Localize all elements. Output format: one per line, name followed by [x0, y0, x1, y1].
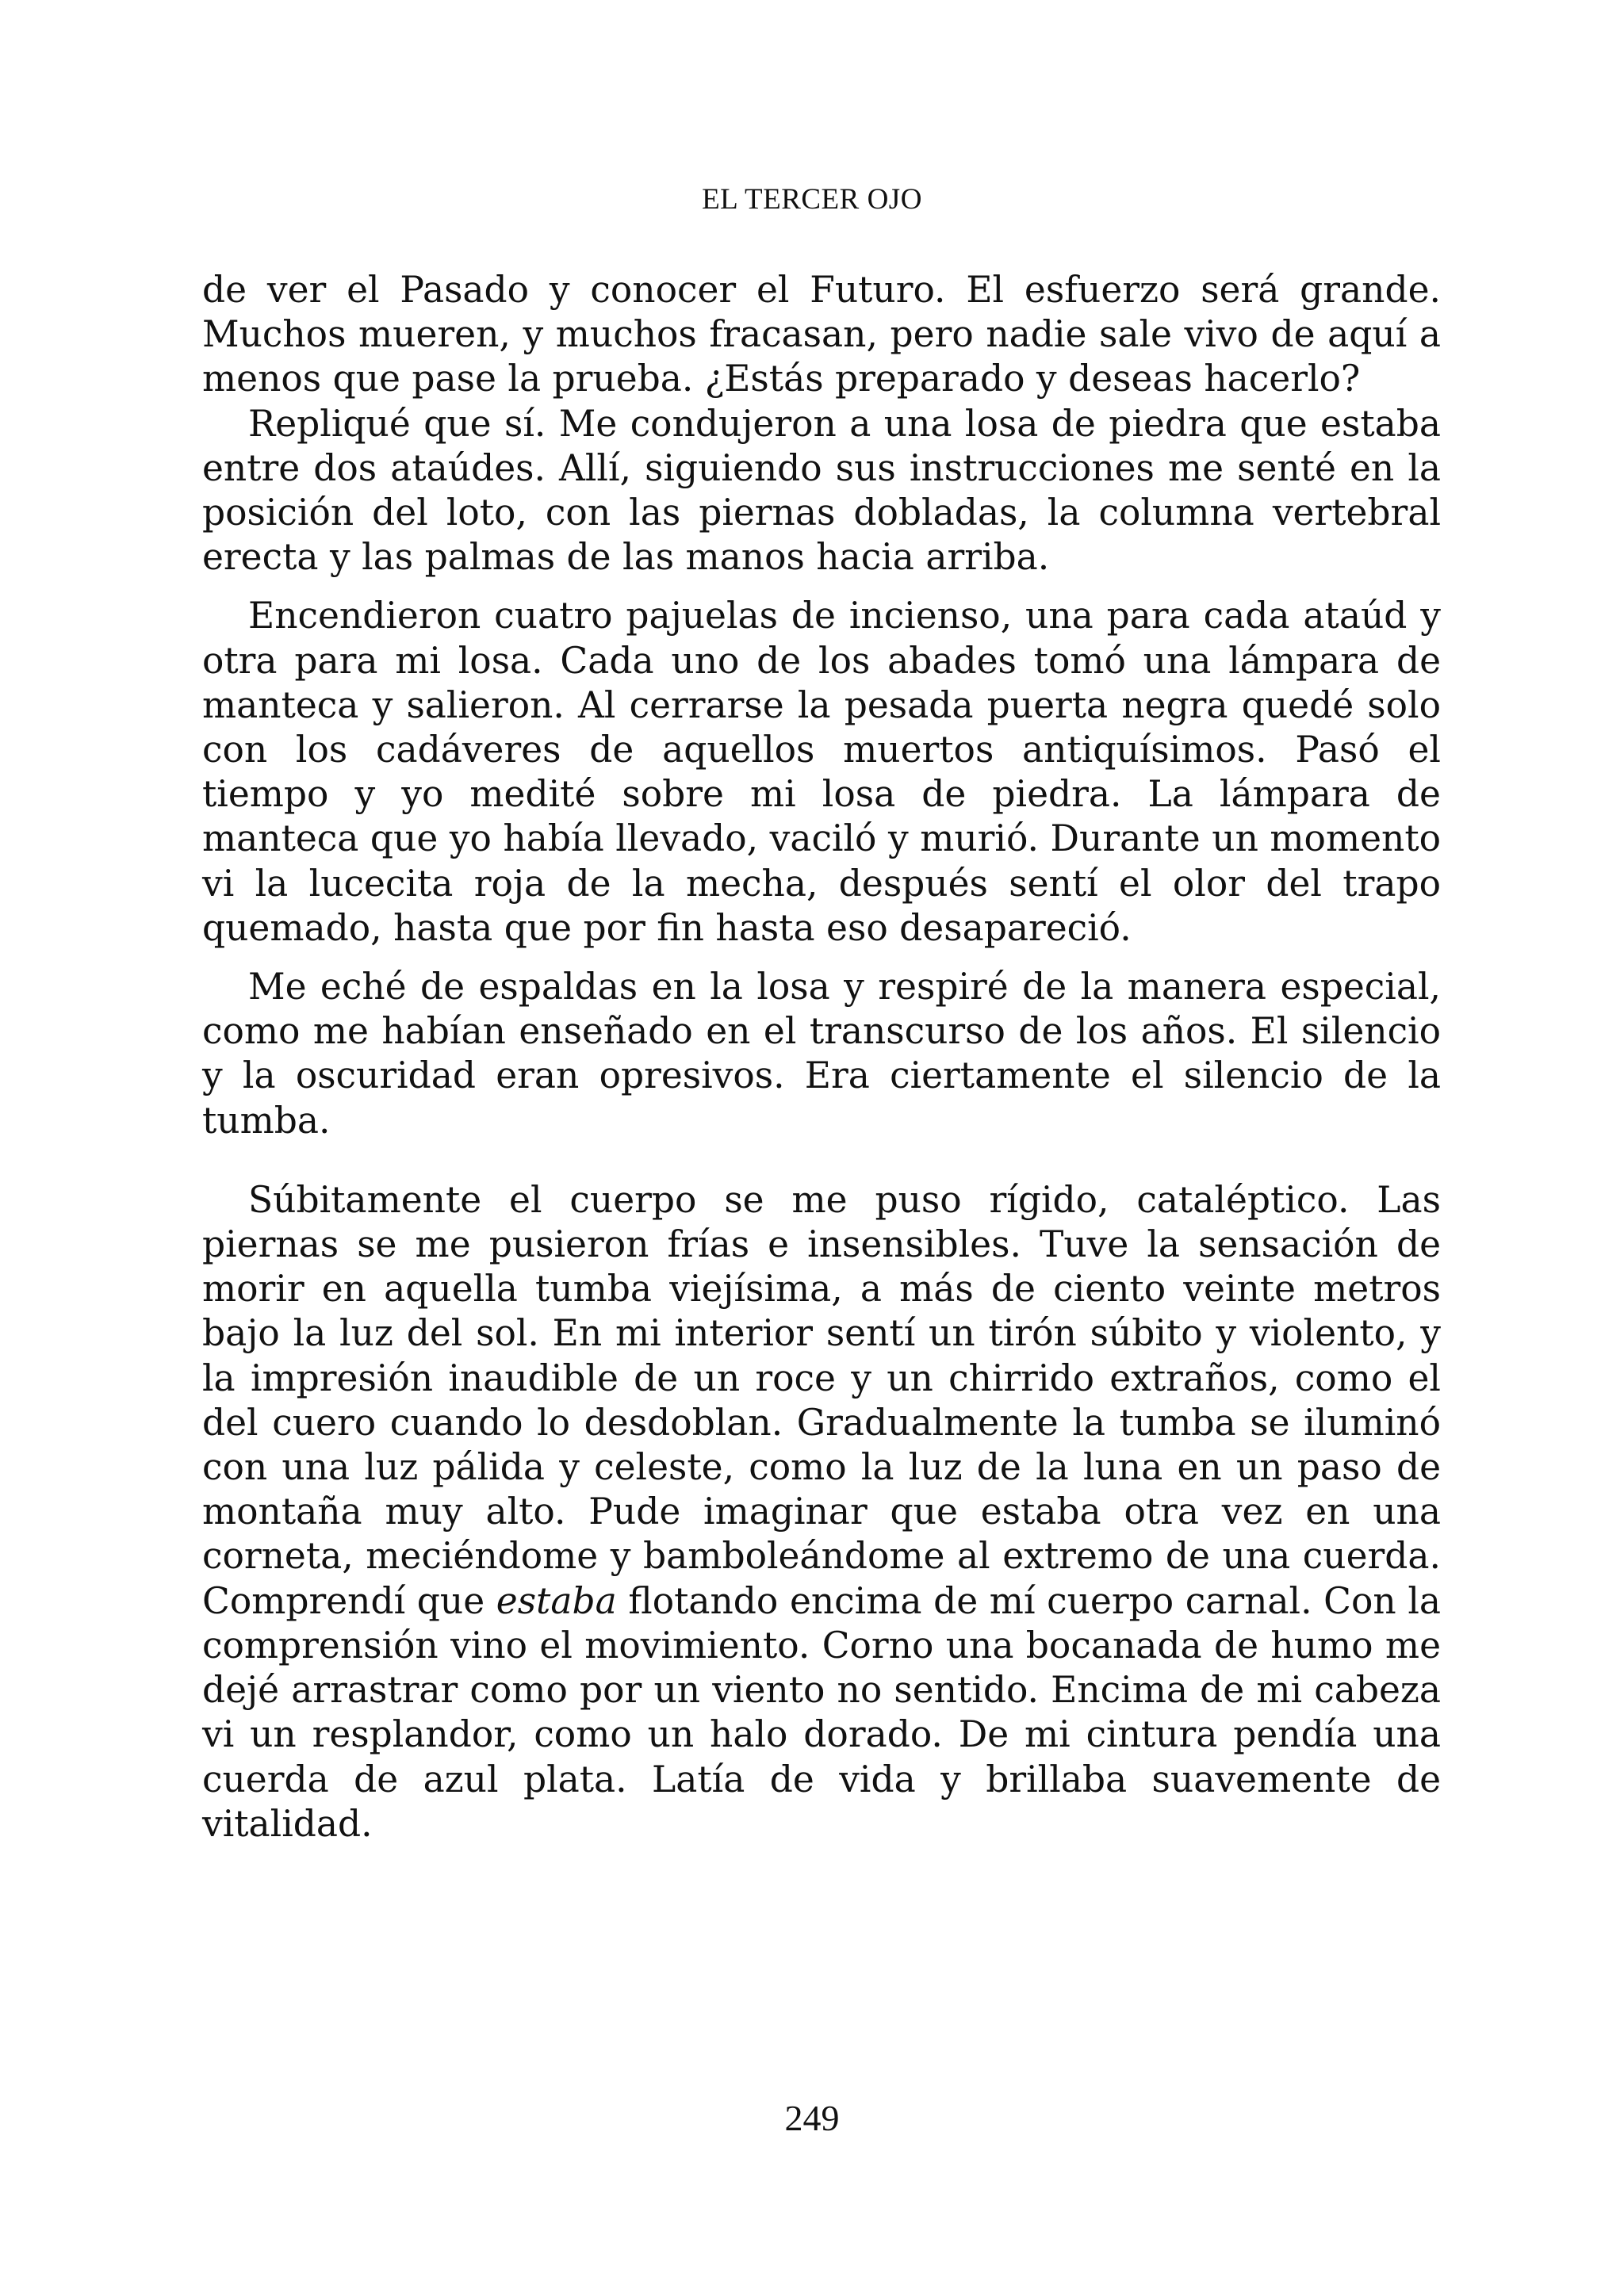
running-head: EL TERCER OJO [702, 183, 922, 216]
paragraph-3: Encendieron cuatro pajuelas de incienso, una para cada ataúd y otra para mi losa. Cada uno de los abades tomó una lámpara de manteca y salieron. Al cerrarse la pesada puerta negra quedé solo con los cadáveres de aquellos muertos antiquísimos. Pasó el tiempo y yo medité sobre mi losa de piedra. La lámpara de manteca que yo había llevado, vaciló y murió. Durante un momento vi la lucecita roja de la mecha, después sentí el olor del trapo quemado, hasta que por fin hasta eso desapareció. [202, 595, 1441, 949]
italic-word: estaba [496, 1579, 617, 1622]
paragraph-5-text-start: Súbitamente el cuerpo se me puso rígido, cataléptico. Las piernas se me pusieron frías e insensibles. Tuve la sensación de morir en aquella tumba viejísima, a más de ciento veinte metros bajo la luz del sol. En mi interior sentí un tirón súbito y violento, y la impresión inaudible de un roce y un chirrido extraños, como el del cuero cuando lo desdoblan. Gradualmente la tumba se iluminó con una luz pálida y celeste, como la luz de la luna en un paso de montaña muy alto. Pude imaginar que estaba otra vez en una corneta, meciéndome y bamboleándome al extremo de una cuerda. Comprendí que [202, 1178, 1441, 1622]
paragraph-1: de ver el Pasado y conocer el Futuro. El esfuerzo será grande. Muchos mueren, y muchos fracasan, pero nadie sale vivo de aquí a menos que pase la prueba. ¿Estás preparado y deseas hacerlo? [202, 269, 1441, 400]
paragraph-4: Me eché de espaldas en la losa y respiré de la manera especial, como me habían enseñado en el transcurso de los años. El silencio y la oscuridad eran opresivos. Era ciertamente el silencio de la tumba. [202, 966, 1441, 1142]
paragraph-2: Repliqué que sí. Me condujeron a una losa de piedra que estaba entre dos ataúdes. Allí, siguiendo sus instrucciones me senté en la posición del loto, con las piernas dobladas, la columna vertebral erecta y las palmas de las manos hacia arriba. [202, 402, 1441, 579]
paragraph-5 [202, 1178, 1441, 1846]
body-text [202, 268, 1441, 1846]
page-number: 249 [784, 2098, 840, 2138]
paragraph-5-text-end: flotando encima de mí cuerpo carnal. Con la comprensión vino el movimiento. Corno una bocanada de humo me dejé arrastrar como por un viento no sentido. Encima de mi cabeza vi un resplandor, como un halo dorado. De mi cintura pendía una cuerda de azul plata. Latía de vida y brillaba suavemente de vitalidad. [202, 1579, 1442, 1845]
